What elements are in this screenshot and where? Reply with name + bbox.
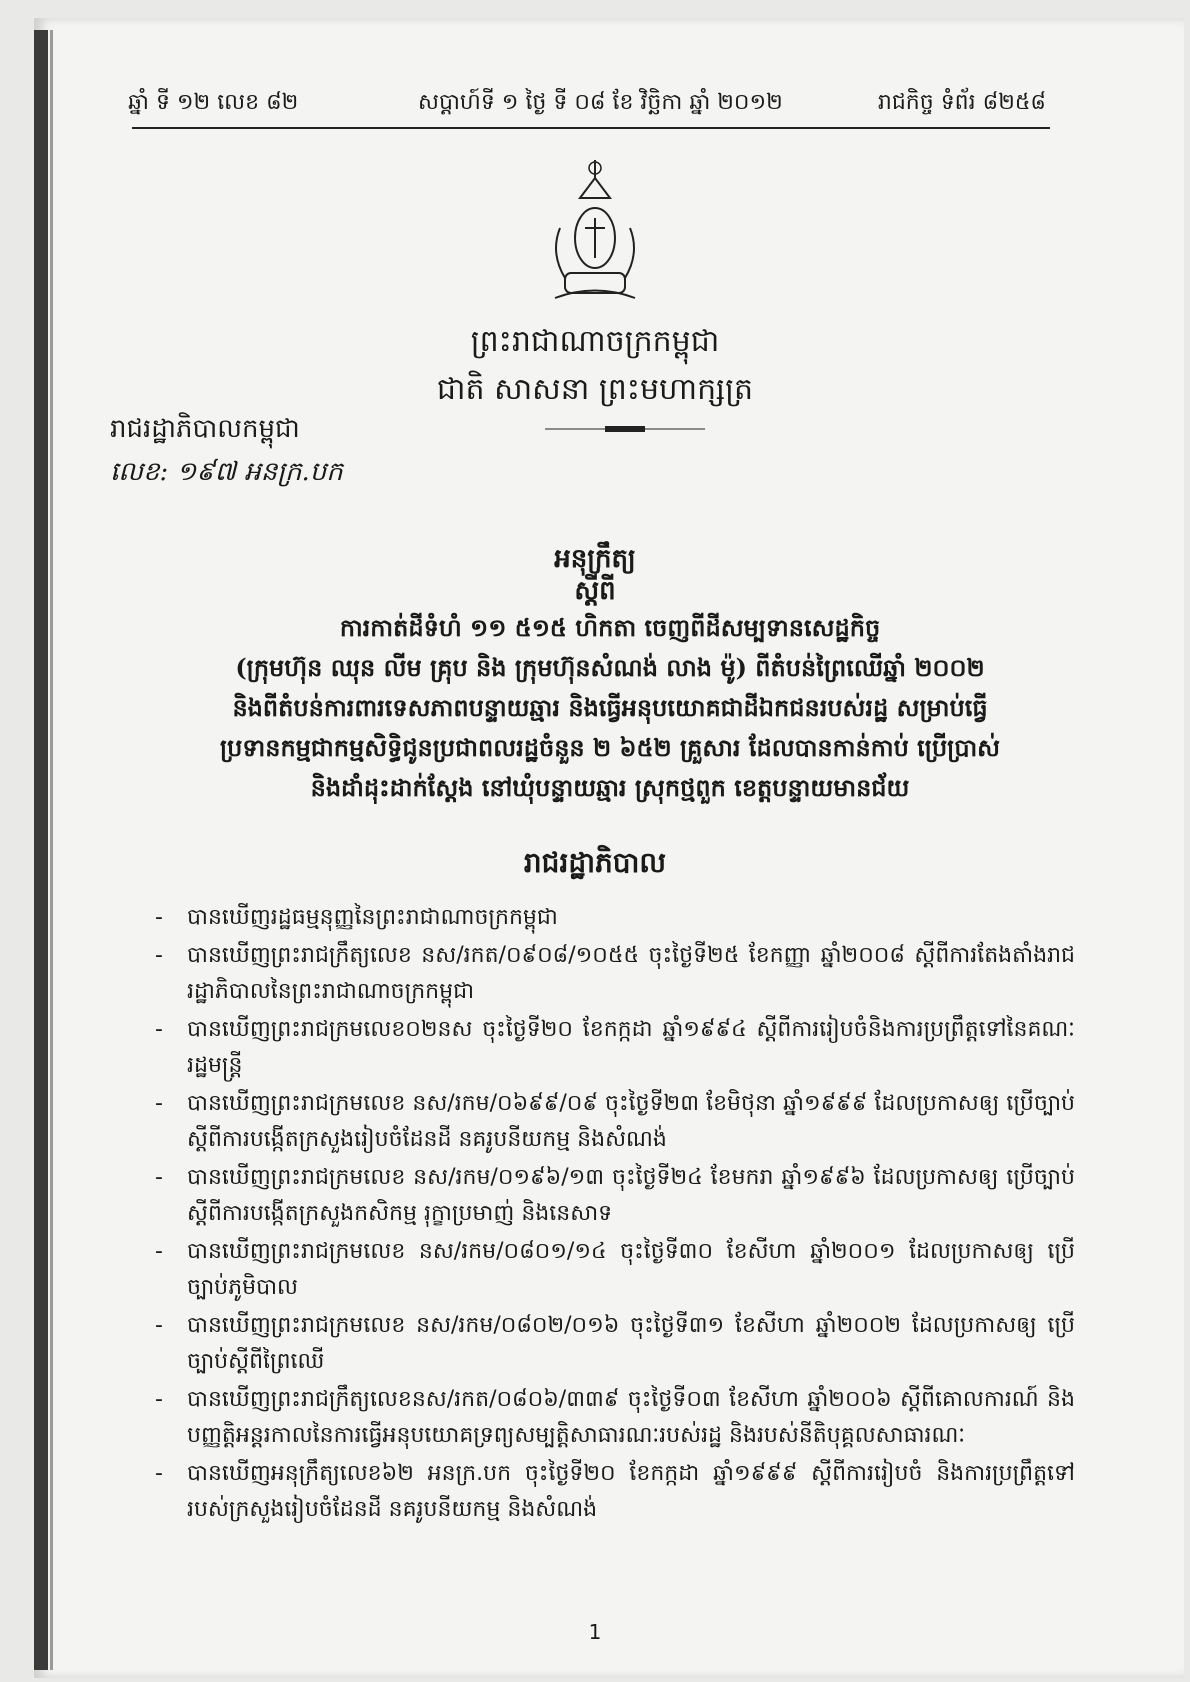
subject-line: ប្រទានកម្មជាកម្មសិទ្ធិជូនប្រជាពលរដ្ឋចំនួន ២ ៦៥២ គ្រួសារ ដែលបានកាន់កាប់ ប្រើប្រាស់ (219, 733, 1001, 762)
government-heading: រាជរដ្ឋាភិបាល (523, 846, 667, 879)
subject-line: និងពីតំបន់ការពារទេសភាពបន្ទាយឆ្មារ និងធ្វើអនុបយោគជាដីឯកជនរបស់រដ្ឋ សម្រាប់ធ្វើ (232, 693, 988, 722)
subject-line: (ក្រុមហ៊ុន ឈុន លីម គ្រុប និង ក្រុមហ៊ុនសំណង់ លាង ម៉ូ) ពីតំបន់ព្រៃឈើឆ្នាំ ២០០២ (235, 653, 985, 682)
page-number: 1 (588, 1620, 602, 1644)
royal-emblem-icon (545, 158, 645, 308)
ornament-divider-icon (545, 425, 705, 433)
issuing-body: រាជរដ្ឋាភិបាលកម្ពុជា (110, 414, 300, 444)
subject-block (170, 608, 1050, 808)
document-type: អនុក្រឹត្យ (554, 544, 636, 574)
gazette-header (128, 88, 1046, 124)
gazette-date: សប្តាហ៍ទី ១ ថ្ងៃ ទី ០៨ ខែ វិច្ឆិកា ឆ្នាំ ២០១២ (418, 90, 783, 115)
reference-item: - បានឃើញរដ្ឋធម្មនុញ្ញនៃព្រះរាជាណាចក្រកម្ពុជា (155, 905, 558, 930)
header-rule (132, 127, 1050, 129)
reference-item: - បានឃើញព្រះរាជក្រមលេខ នស/រកម/០៨០១/១៤ ចុះថ្ងៃទី៣០ ខែសីហា ឆ្នាំ២០០១ ដែលប្រកាសឲ្យ ប្រើច្បាប់ភូមិបាល (155, 1239, 1075, 1300)
reference-item: - បានឃើញព្រះរាជក្រមលេខ នស/រកម/០៦៩៩/០៩ ចុះថ្ងៃទី២៣ ខែមិថុនា ឆ្នាំ១៩៩៩ ដែលប្រកាសឲ្យ ប្រើច្បាប់ស្តីពីការបង្កើតក្រសួងរៀបចំដែនដី នគរូបនីយកម្ម និងសំណង់ (155, 1091, 1075, 1152)
gazette-year-number: ឆ្នាំ ទី ១២ លេខ ៨២ (128, 90, 299, 115)
kingdom-name: ព្រះរាជាណាចក្រកម្ពុជា (470, 324, 720, 359)
reference-item: - បានឃើញព្រះរាជក្រឹត្យលេខនស/រកត/០៨០៦/៣៣៩ ចុះថ្ងៃទី០៣ ខែសីហា ឆ្នាំ២០០៦ ស្តីពីគោលការណ៍ និងបញ្ញត្តិអន្តរកាលនៃការធ្វើអនុបយោគទ្រព្យសម្បត្តិសាធារណៈរបស់រដ្ឋ និងរបស់នីតិបុគ្គលសាធារណៈ (155, 1387, 1075, 1448)
gazette-page-ref: រាជកិច្ច ទំព័រ ៨២៥៨ (877, 90, 1046, 115)
reference-item: - បានឃើញព្រះរាជក្រមលេខ នស/រកម/០១៩៦/១៣ ចុះថ្ងៃទី២៤ ខែមករា ឆ្នាំ១៩៩៦ ដែលប្រកាសឲ្យ ប្រើច្បាប់ស្តីពីការបង្កើតក្រសួងកសិកម្ម រុក្ខាប្រមាញ់ និងនេសាទ (155, 1165, 1075, 1226)
document-number: លេខ: ១៩៧ អនក្រ.បក (110, 457, 343, 487)
subject-line: ការកាត់ដីទំហំ ១១ ៥១៥ ហិកតា ចេញពីដីសម្បទានសេដ្ឋកិច្ច (339, 613, 881, 642)
document-about: ស្តីពី (574, 576, 616, 606)
national-motto: ជាតិ សាសនា ព្រះមហាក្សត្រ (436, 372, 754, 407)
reference-item: - បានឃើញព្រះរាជក្រមលេខ នស/រកម/០៨០២/០១៦ ចុះថ្ងៃទី៣១ ខែសីហា ឆ្នាំ២០០២ ដែលប្រកាសឲ្យ ប្រើច្បាប់ស្តីពីព្រៃឈើ (155, 1313, 1075, 1374)
reference-item: - បានឃើញព្រះរាជក្រឹត្យលេខ នស/រកត/០៩០៨/១០៥៥ ចុះថ្ងៃទី២៥ ខែកញ្ញា ឆ្នាំ២០០៨ ស្តីពីការតែងតាំងរាជរដ្ឋាភិបាលនៃព្រះរាជាណាចក្រកម្ពុជា (155, 943, 1075, 1004)
reference-item: - បានឃើញអនុក្រឹត្យលេខ៦២ អនក្រ.បក ចុះថ្ងៃទី២០ ខែកក្កដា ឆ្នាំ១៩៩៩ ស្តីពីការរៀបចំ និងការប្រព្រឹត្តទៅរបស់ក្រសួងរៀបចំដែនដី នគរូបនីយកម្ម និងសំណង់ (155, 1461, 1075, 1522)
subject-line: និងដាំដុះដាក់ស្តែង នៅឃុំបន្ទាយឆ្មារ ស្រុកថ្មពួក ខេត្តបន្ទាយមានជ័យ (310, 773, 910, 802)
legal-references-list (155, 900, 1075, 1530)
reference-item: - បានឃើញព្រះរាជក្រមលេខ០២នស ចុះថ្ងៃទី២០ ខែកក្កដា ឆ្នាំ១៩៩៤ ស្តីពីការរៀបចំនិងការប្រព្រឹត្តទៅនៃគណៈរដ្ឋមន្ត្រី (155, 1017, 1075, 1078)
